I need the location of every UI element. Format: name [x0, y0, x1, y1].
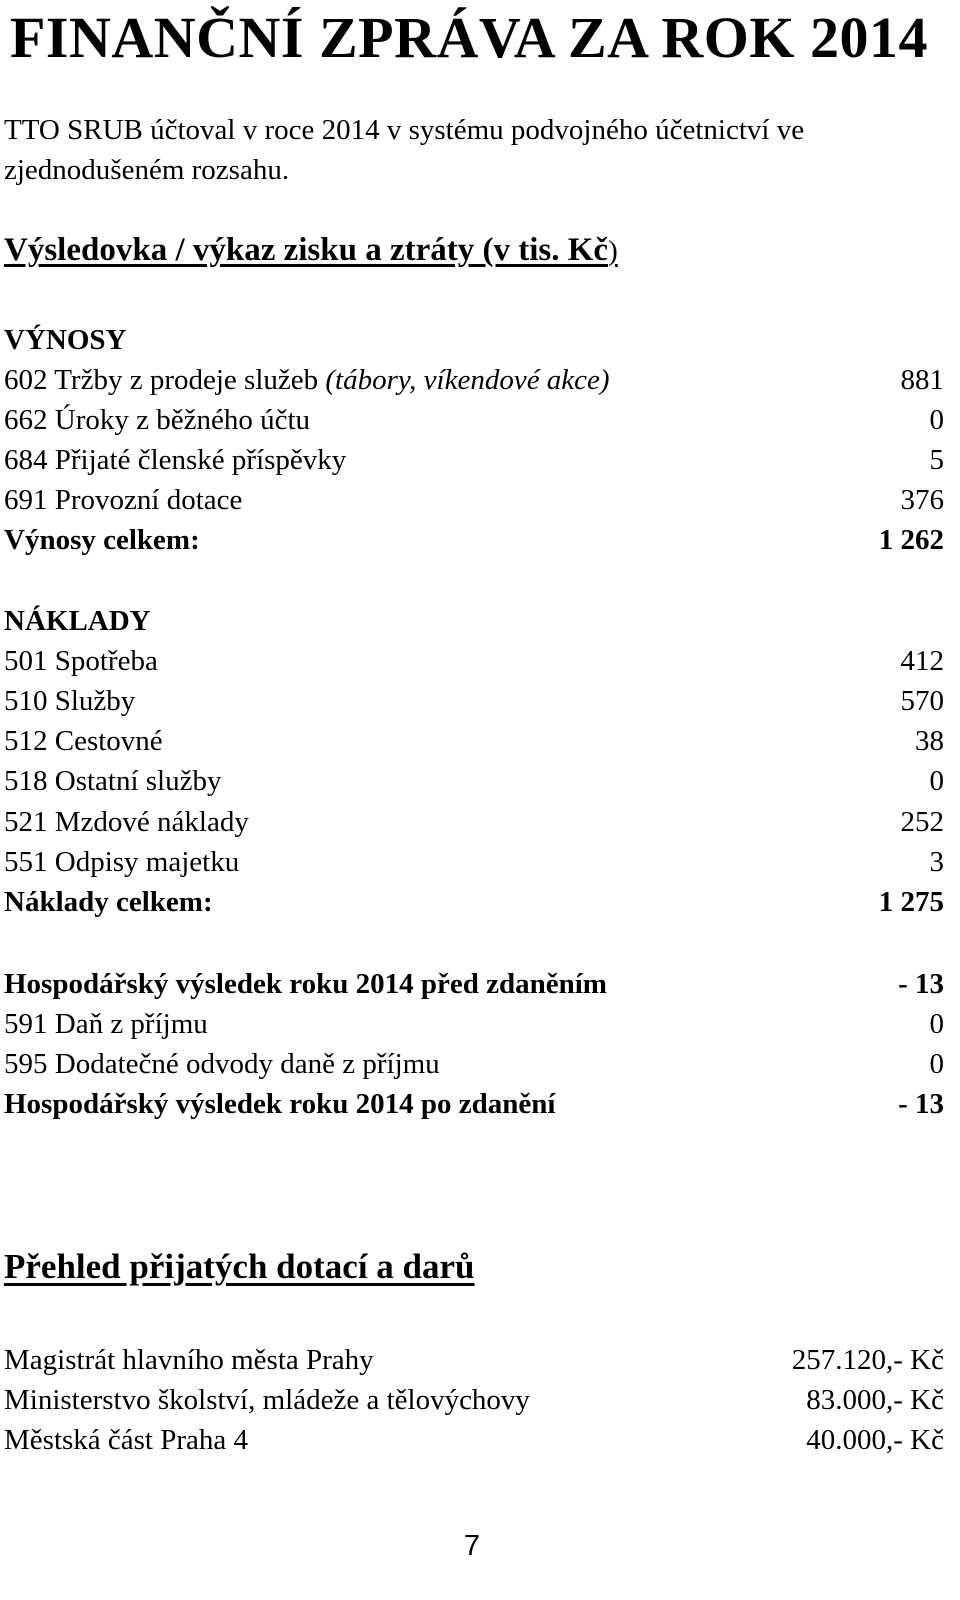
page-title: FINANČNÍ ZPRÁVA ZA ROK 2014: [10, 5, 928, 70]
tax-row: [4, 1004, 944, 1044]
result-before-tax-row: [4, 964, 944, 1004]
revenue-label-note: (tábory, víkendové akce): [325, 364, 610, 396]
revenue-value: 376: [900, 484, 944, 516]
result-value: - 13: [898, 1088, 944, 1120]
grant-value: 257.120,- Kč: [791, 1344, 944, 1376]
cost-value: 412: [900, 645, 944, 677]
result-value: - 13: [898, 968, 944, 1000]
grants-heading: Přehled přijatých dotací a darů: [4, 1247, 475, 1286]
statement-heading-paren: ): [608, 235, 618, 267]
statement-heading: [4, 232, 618, 269]
cost-total-value: 1 275: [878, 886, 944, 918]
result-after-tax-row: [4, 1084, 944, 1124]
grant-row: [4, 1420, 944, 1460]
intro-paragraph: TTO SRUB účtoval v roce 2014 v systému podvojného účetnictví ve zjednodušeném rozsahu.: [4, 114, 805, 186]
revenue-label: 662 Úroky z běžného účtu: [4, 404, 311, 436]
cost-row: [4, 681, 944, 721]
revenue-row: [4, 480, 944, 520]
cost-value: 570: [900, 685, 944, 717]
result-label: Hospodářský výsledek roku 2014 po zdanění: [4, 1088, 556, 1120]
grant-row: [4, 1380, 944, 1420]
cost-label: 501 Spotřeba: [4, 645, 158, 677]
result-label: 591 Daň z příjmu: [4, 1008, 208, 1040]
cost-row: [4, 721, 944, 761]
tax-extra-row: [4, 1044, 944, 1084]
statement-heading-text: Výsledovka / výkaz zisku a ztráty (v tis. Kč: [4, 232, 609, 268]
result-label: 595 Dodatečné odvody daně z příjmu: [4, 1048, 440, 1080]
cost-row: [4, 641, 944, 681]
cost-label: 551 Odpisy majetku: [4, 846, 240, 878]
cost-row: [4, 761, 944, 801]
cost-label: 521 Mzdové náklady: [4, 806, 249, 838]
grant-value: 83.000,- Kč: [806, 1384, 944, 1416]
cost-heading: NÁKLADY: [4, 605, 151, 637]
cost-label: 512 Cestovné: [4, 725, 163, 757]
revenue-value: 881: [900, 364, 944, 396]
cost-label: 510 Služby: [4, 685, 136, 717]
revenue-value: 0: [929, 404, 944, 436]
cost-row: [4, 842, 944, 882]
revenue-value: 5: [929, 444, 944, 476]
revenue-total-label: Výnosy celkem:: [4, 524, 200, 556]
revenue-label: [4, 360, 610, 400]
result-label: Hospodářský výsledek roku 2014 před zdaněním: [4, 968, 607, 1000]
cost-total-label: Náklady celkem:: [4, 886, 213, 918]
revenue-row: [4, 400, 944, 440]
cost-total-row: [4, 882, 944, 922]
revenue-row: [4, 360, 944, 400]
revenue-label-text: 602 Tržby z prodeje služeb: [4, 364, 326, 396]
cost-row: [4, 802, 944, 842]
page-number: 7: [463, 1530, 481, 1562]
cost-value: 3: [929, 846, 944, 878]
cost-label: 518 Ostatní služby: [4, 765, 222, 797]
cost-value: 252: [900, 806, 944, 838]
cost-value: 38: [915, 725, 944, 757]
revenue-label: 684 Přijaté členské příspěvky: [4, 444, 347, 476]
result-value: 0: [929, 1048, 944, 1080]
grant-label: Městská část Praha 4: [4, 1424, 249, 1456]
revenue-row: [4, 440, 944, 480]
grant-row: [4, 1340, 944, 1380]
result-value: 0: [929, 1008, 944, 1040]
grant-value: 40.000,- Kč: [806, 1424, 944, 1456]
revenue-heading: VÝNOSY: [4, 324, 127, 356]
cost-value: 0: [929, 765, 944, 797]
revenue-label: 691 Provozní dotace: [4, 484, 243, 516]
grant-label: Ministerstvo školství, mládeže a tělovýchovy: [4, 1384, 530, 1416]
grant-label: Magistrát hlavního města Prahy: [4, 1344, 374, 1376]
revenue-total-row: [4, 520, 944, 560]
revenue-total-value: 1 262: [878, 524, 944, 556]
